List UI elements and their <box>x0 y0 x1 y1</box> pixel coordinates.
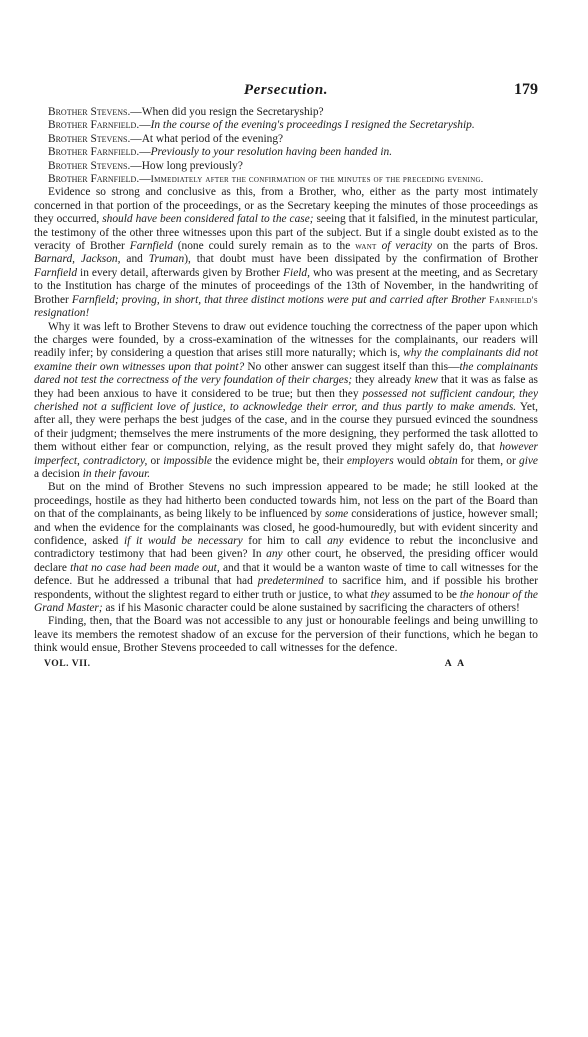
italic-run: why the complainants did not examine their own witnesses upon that point? <box>34 347 538 373</box>
speaker-name: Brother Stevens. <box>48 159 131 172</box>
page-number: 179 <box>514 81 538 98</box>
italic-run: In the course of the evening's proceedings I resigned the Secretaryship. <box>150 119 475 132</box>
italic-run: knew <box>414 374 438 387</box>
dialogue-block <box>34 106 538 186</box>
text-run: But on the mind of Brother Stevens no such impression appeared to be made; he still looked at the proceedings, hostile as they had hitherto been conducted towards him, not less on the part of the Board than on that of the complainants, as being likely to be influenced by <box>34 481 538 521</box>
dialogue-line <box>34 146 538 159</box>
speaker-name: Brother Farnfield. <box>48 146 140 159</box>
paragraph <box>34 481 538 615</box>
italic-run: the complainants dared not test the correctness of the very foundation of their charges; <box>34 360 538 387</box>
italic-run: Barnard, Jackson, <box>34 253 121 266</box>
text-run: —When did you resign the Secretaryship? <box>130 106 324 118</box>
text-run: Why it was left to Brother Stevens to draw out evidence touching the correctness of the paper upon which the charges were founded, by a cross-examination of the witnesses for the complainants, our readers will readily infer; by considering a question that arises still more naturally; which is, <box>34 320 538 360</box>
text-run: — <box>139 173 151 186</box>
text-run: Finding, then, that the Board was not accessible to any just or honourable feelings and being unwilling to leave its members the remotest shadow of an excuse for the perversion of their functions, which he began to think would ensue, Brother Stevens proceeded to call witnesses for the defence. <box>34 615 538 655</box>
text-run: seeing that it falsified, in the minutest particular, the testimony of the other three witnesses upon this part of the subject. But if a single doubt existed as to the veracity of Brother <box>34 213 538 253</box>
text-run: — <box>139 146 151 159</box>
speaker-name: Brother Stevens. <box>48 132 131 145</box>
italic-run: impossible <box>163 454 212 467</box>
text-run: a decision <box>34 467 83 480</box>
small-caps-run: Immediately after the confirmation of the minutes of the preceding evening. <box>150 174 484 186</box>
italic-run: Farnfield; proving, in short, that three distinct motions were put and carried after Brother <box>71 293 486 306</box>
italic-run: obtain <box>428 454 458 467</box>
italic-run: they <box>370 588 390 601</box>
italic-run: of veracity <box>381 240 433 253</box>
text-run: for him to call <box>242 535 328 547</box>
speaker-name: Brother Farnfield. <box>48 173 140 186</box>
italic-run: Truman <box>148 253 185 266</box>
italic-run: the honour of the Grand Master; <box>34 588 538 615</box>
text-run: evidence to rebut the inconclusive and contradictory testimony that had been given? In <box>34 535 538 561</box>
page-footer <box>34 658 538 674</box>
dialogue-line <box>34 173 538 186</box>
text-run: Evidence so strong and conclusive as this, from a Brother, who, either as the party most intimately concerned in that portion of the proceedings, or as the Secretary keeping the minutes of those proceedings as they occurred, <box>34 186 538 226</box>
speaker-name: Brother Farnfield. <box>48 119 140 132</box>
text-run: that it was as false as they had been anxious to have it considered to be true; but then they <box>34 374 538 400</box>
italic-run: however imperfect, contradictory, <box>34 441 538 467</box>
text-run: and <box>120 253 149 266</box>
text-run: —At what period of the evening? <box>130 132 284 145</box>
italic-run: that no case had been made out, <box>70 561 220 574</box>
italic-run: if it would be necessary <box>124 535 243 547</box>
text-run: in every detail, afterwards given by Brother <box>77 266 284 279</box>
page-body <box>34 106 538 656</box>
paragraph <box>34 615 538 655</box>
running-head <box>34 82 538 106</box>
italic-run: give <box>519 454 538 467</box>
italic-run: Farnfield <box>34 266 78 279</box>
text-run: would <box>393 454 429 467</box>
text-run: for them, or <box>457 454 520 467</box>
text-run: on the parts of Bros. <box>432 240 539 253</box>
running-title: Persecution. <box>243 82 329 98</box>
italic-run: should have been considered fatal to the case; <box>102 213 314 226</box>
small-caps-run: Farnfield's <box>489 294 538 306</box>
paragraph <box>34 321 538 482</box>
dialogue-line <box>34 119 538 132</box>
speaker-name: Brother Stevens. <box>48 106 131 118</box>
text-run: the evidence might be, their <box>212 454 347 467</box>
text-run: or <box>147 454 164 467</box>
italic-run: resignation! <box>34 307 90 320</box>
dialogue-line <box>34 160 538 173</box>
text-run: to sacrifice him, and if possible his brother respondents, without the slightest regard to either truth or justice, to what <box>34 575 538 601</box>
italic-run: any <box>266 548 283 561</box>
italic-run: in their favour. <box>82 467 151 480</box>
text-run: —How long previously? <box>130 159 243 172</box>
text-run: — <box>139 119 151 132</box>
text-run: No other answer can suggest itself than this— <box>244 360 460 373</box>
italic-run: employers <box>346 454 394 467</box>
text-run: as if his Masonic character could be alone sustained by sacrificing the characters of others! <box>102 602 520 615</box>
signature-mark: A A <box>444 657 466 669</box>
text-run: who was present at the meeting, and as Secretary to the Institution has charge of the minutes of proceedings of the 13th of November, in the handwriting of Brother <box>34 266 538 306</box>
text-run: other court, he observed, the presiding officer would declare <box>34 548 538 574</box>
italic-run: predetermined <box>257 575 324 588</box>
text-run: they already <box>352 374 415 387</box>
italic-run: possessed not sufficient candour, they cherished not a sufficient love of justice, to acknowledge their error, and thus partly to make amends. <box>34 387 538 413</box>
text-run: ), that doubt must have been dissipated by the confirmation of Brother <box>184 253 538 266</box>
dialogue-line <box>34 133 538 146</box>
dialogue-line <box>34 106 538 119</box>
italic-run: any <box>327 535 344 547</box>
text-run: considerations of justice, however small; and when the evidence for the complainants was closed, he good-humouredly, but with evident sincerity and confidence, asked <box>34 508 538 547</box>
italic-run: Previously to your resolution having been handed in. <box>150 146 393 159</box>
text-run: and that it would be a wanton waste of time to call witnesses for the defence. But he addressed a tribunal that had <box>34 561 538 588</box>
text-run: Yet, after all, they were perhaps the best judges of the case, and in the course they pursued evinced the soundness of their judgment; themselves the mere instruments of the more designing, they performed the task allotted to them without either fear or compunction, relying, as the result proved they might safely do, that <box>34 400 538 454</box>
paragraph <box>34 186 538 320</box>
italic-run: Field, <box>283 266 310 279</box>
text-run: assumed to be <box>389 588 460 601</box>
small-caps-run: want <box>355 241 377 253</box>
prose-block <box>34 186 538 655</box>
italic-run: Farnfield <box>129 240 173 253</box>
italic-run: some <box>324 508 349 521</box>
text-run: (none could surely remain as to the <box>172 240 356 253</box>
volume-label: VOL. VII. <box>44 657 91 669</box>
